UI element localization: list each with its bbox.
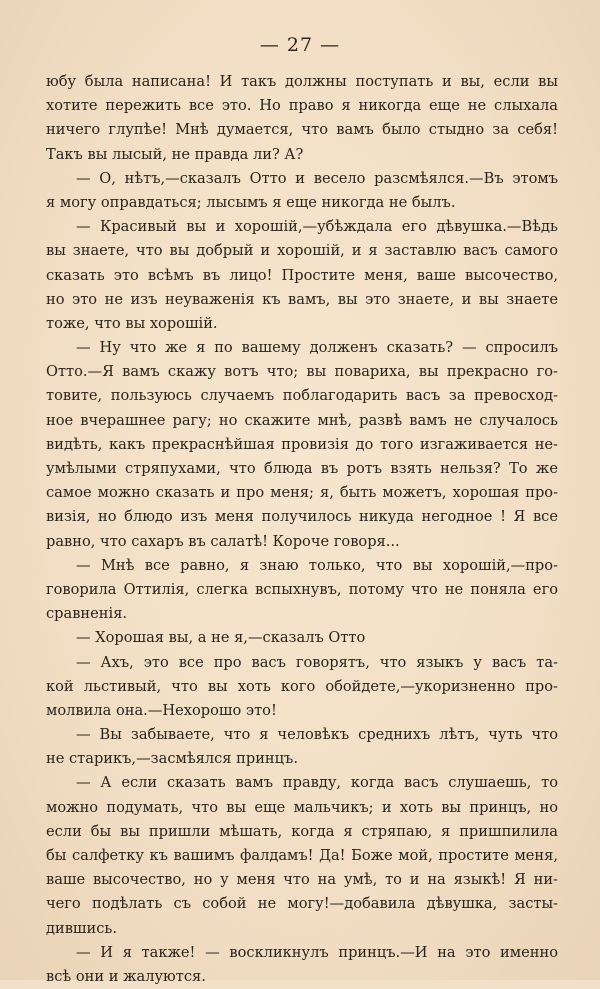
text-line: товите, пользуюсь случаемъ поблагодарить васъ за превосход- [46, 387, 558, 405]
text-line: если бы вы пришли мѣшать, когда я стряпаю, я пришпилила [46, 822, 558, 840]
text-line: ное вчерашнее рагу; но скажите мнѣ, развѣ вамъ не случалось [46, 411, 558, 429]
body-text [46, 70, 558, 989]
text-line: я могу оправдаться; лысымъ я еще никогда не былъ. [46, 193, 456, 211]
text-line: бы салфетку къ вашимъ фалдамъ! Да! Боже мой, простите меня, [46, 847, 558, 864]
text-line: ваше высочество, но у меня что на умѣ, то и на языкѣ! Я ни- [46, 871, 558, 889]
text-line: кой льстивый, что вы хоть кого обойдете,—укоризненно про- [46, 677, 558, 695]
text-line: — И я также! — воскликнулъ принцъ.—И на это именно [76, 943, 558, 961]
text-line: можно подумать, что вы еще мальчикъ; и хоть вы принцъ, но [46, 798, 558, 816]
text-line: молвила она.—Нехорошо это! [46, 701, 277, 719]
text-line: визія, но блюдо изъ меня получилось никуда негодное ! Я все [46, 508, 558, 526]
text-line: Такъ вы лысый, не правда ли? А? [46, 145, 304, 163]
page-number: — 27 — [259, 34, 341, 56]
text-line: не старикъ,—засмѣялся принцъ. [46, 750, 298, 768]
text-line: — Ахъ, это все про васъ говорятъ, что языкъ у васъ та- [76, 653, 558, 671]
text-line: видѣть, какъ прекраснѣйшая провизія до того изгаживается не- [46, 435, 558, 453]
text-line: умѣлыми стряпухами, что блюда въ ротъ взять нельзя? То же [46, 460, 558, 477]
text-line: — Ну что же я по вашему долженъ сказать? — спросилъ [76, 339, 558, 357]
text-line: — О, нѣтъ,—сказалъ Отто и весело разсмѣялся.—Въ этомъ [76, 169, 558, 187]
text-line: тоже, что вы хорошій. [46, 314, 218, 332]
text-line: — Хорошая вы, а не я,—сказалъ Отто [76, 629, 366, 647]
text-line: — Мнѣ все равно, я знаю только, что вы хорошій,—про- [76, 556, 558, 574]
text-line: самое можно сказать и про меня; я, быть можетъ, хорошая про- [46, 484, 558, 502]
text-line: — Красивый вы и хорошій,—убѣждала его дѣвушка.—Вѣдь [76, 218, 558, 236]
text-line: равно, что сахаръ въ салатѣ! Короче говоря... [46, 532, 400, 550]
text-line: — Вы забываете, что я человѣкъ среднихъ лѣтъ, чуть что [76, 726, 558, 744]
text-line: сравненія. [46, 605, 128, 623]
text-line: дившись. [46, 919, 117, 937]
text-line: вы знаете, что вы добрый и хорошій, и я заставлю васъ самого [46, 242, 558, 260]
text-line: — А если сказать вамъ правду, когда васъ слушаешь, то [76, 774, 558, 792]
text-line: хотите пережить все это. Но право я никогда еще не слыхала [46, 97, 558, 115]
text-line: Отто.—Я вамъ скажу вотъ что; вы повариха, вы прекрасно го- [46, 363, 558, 381]
text-line: но это не изъ неуваженія къ вамъ, вы это знаете, и вы знаете [46, 290, 558, 308]
text-line: сказать это всѣмъ въ лицо! Простите меня, ваше высочество, [46, 266, 558, 284]
text-line: говорила Оттилія, слегка вспыхнувъ, потому что не поняла его [46, 580, 558, 598]
text-line: ничего глупѣе! Мнѣ думается, что вамъ было стыдно за себя! [46, 121, 558, 139]
text-line: юбу была написана! И такъ должны поступать и вы, если вы [46, 73, 558, 90]
text-line: всѣ они и жалуются. [46, 967, 206, 985]
text-line: чего подѣлать съ собой не могу!—добавила дѣвушка, засты- [46, 895, 558, 913]
